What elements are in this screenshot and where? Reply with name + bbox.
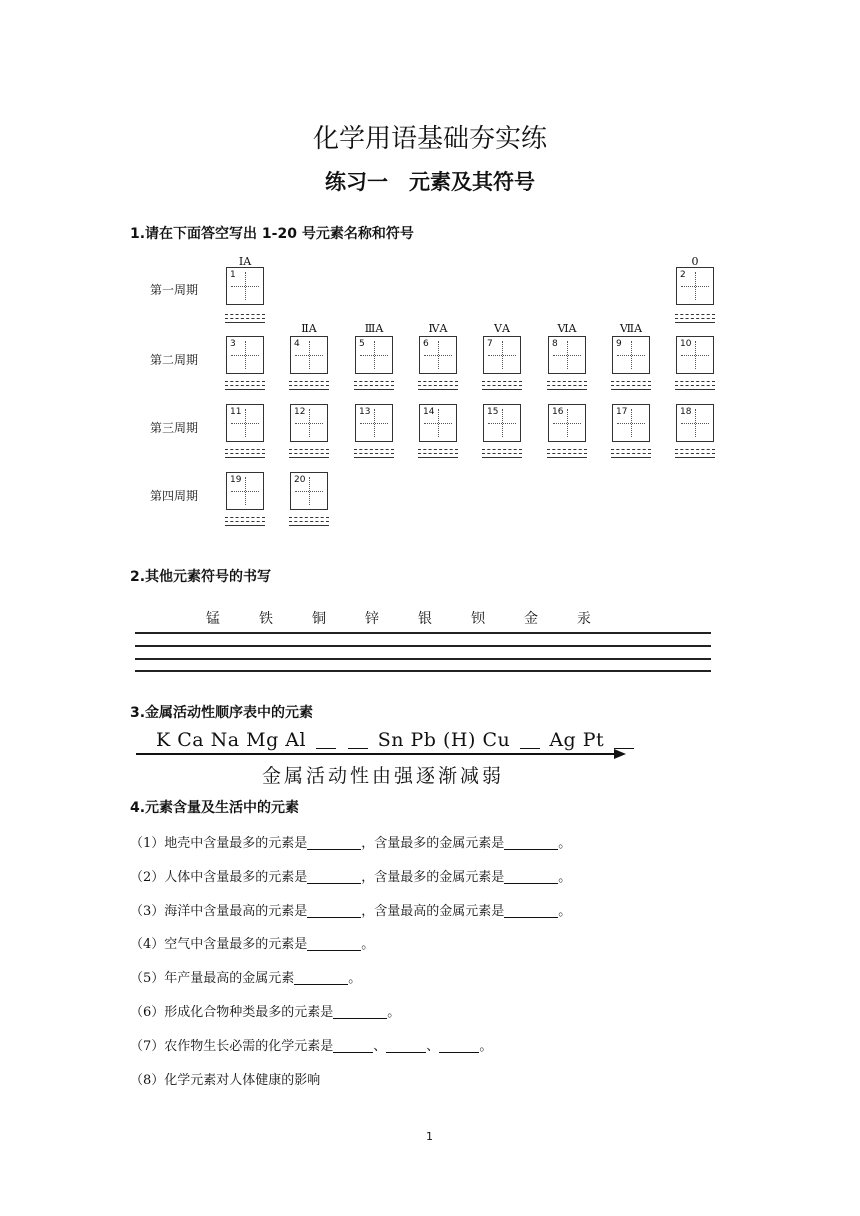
element-name-ba: 钡 bbox=[471, 611, 485, 627]
answer-lines-5[interactable] bbox=[354, 381, 394, 393]
element-cell-6[interactable]: 6 bbox=[419, 336, 457, 374]
answer-blank[interactable] bbox=[294, 984, 348, 985]
section4-heading: 4.元素含量及生活中的元素 bbox=[130, 800, 300, 816]
answer-lines-19[interactable] bbox=[225, 517, 265, 529]
answer-blank[interactable] bbox=[333, 1018, 387, 1019]
element-cell-8[interactable]: 8 bbox=[548, 336, 586, 374]
section2-heading: 2.其他元素符号的书写 bbox=[130, 569, 272, 585]
element-name-zn: 锌 bbox=[365, 611, 379, 627]
group-label-6a: ⅥA bbox=[557, 322, 577, 335]
element-cell-15[interactable]: 15 bbox=[483, 404, 521, 442]
arrow-caption: 金属活动性由强逐渐减弱 bbox=[262, 765, 505, 787]
period-label-3: 第三周期 bbox=[150, 421, 199, 435]
answer-lines-6[interactable] bbox=[418, 381, 458, 393]
answer-lines-10[interactable] bbox=[675, 381, 715, 393]
question-7: （7）农作物生长必需的化学元素是 、 、 。 bbox=[130, 1039, 493, 1054]
element-name-hg: 汞 bbox=[577, 611, 591, 627]
answer-lines-1[interactable] bbox=[225, 314, 265, 326]
question-6: （6）形成化合物种类最多的元素是 。 bbox=[130, 1005, 401, 1020]
answer-blank[interactable] bbox=[386, 1052, 426, 1053]
series-part1: K Ca Na Mg Al bbox=[156, 729, 307, 751]
series-part2: Sn Pb (H) Cu bbox=[377, 729, 511, 751]
answer-blank[interactable] bbox=[504, 883, 558, 884]
answer-lines-12[interactable] bbox=[289, 449, 329, 461]
question-5: （5）年产量最高的金属元素 。 bbox=[130, 971, 362, 986]
answer-lines-17[interactable] bbox=[611, 449, 651, 461]
element-cell-5[interactable]: 5 bbox=[355, 336, 393, 374]
element-cell-13[interactable]: 13 bbox=[355, 404, 393, 442]
answer-blank[interactable] bbox=[439, 1052, 479, 1053]
answer-lines-4[interactable] bbox=[289, 381, 329, 393]
element-name-cu: 铜 bbox=[312, 611, 326, 627]
element-cell-17[interactable]: 17 bbox=[612, 404, 650, 442]
section3-heading: 3.金属活动性顺序表中的元素 bbox=[130, 705, 314, 721]
page-title: 化学用语基础夯实练 bbox=[312, 124, 547, 154]
answer-lines-2[interactable] bbox=[675, 314, 715, 326]
answer-lines-16[interactable] bbox=[547, 449, 587, 461]
answer-blank[interactable] bbox=[307, 950, 361, 951]
answer-lines-11[interactable] bbox=[225, 449, 265, 461]
group-label-4a: ⅣA bbox=[428, 322, 448, 335]
writing-lines[interactable] bbox=[135, 632, 711, 672]
answer-blank[interactable] bbox=[307, 917, 361, 918]
answer-lines-9[interactable] bbox=[611, 381, 651, 393]
element-cell-18[interactable]: 18 bbox=[676, 404, 714, 442]
element-name-fe: 铁 bbox=[259, 611, 273, 627]
element-cell-10[interactable]: 10 bbox=[676, 336, 714, 374]
period-label-2: 第二周期 bbox=[150, 353, 199, 367]
group-label-1a: ⅠA bbox=[238, 255, 252, 268]
element-cell-1[interactable]: 1 bbox=[226, 267, 264, 305]
element-cell-20[interactable]: 20 bbox=[290, 472, 328, 510]
group-label-2a: ⅡA bbox=[301, 322, 317, 335]
answer-lines-18[interactable] bbox=[675, 449, 715, 461]
group-label-7a: ⅦA bbox=[619, 322, 643, 335]
group-label-3a: ⅢA bbox=[364, 322, 384, 335]
series-part3: Ag Pt bbox=[549, 729, 605, 751]
question-8: （8）化学元素对人体健康的影响 bbox=[130, 1073, 321, 1088]
answer-blank[interactable] bbox=[504, 849, 558, 850]
answer-lines-15[interactable] bbox=[482, 449, 522, 461]
element-cell-9[interactable]: 9 bbox=[612, 336, 650, 374]
element-name-mn: 锰 bbox=[206, 611, 220, 627]
group-label-0: 0 bbox=[691, 255, 699, 268]
element-cell-12[interactable]: 12 bbox=[290, 404, 328, 442]
question-2: （2）人体中含量最多的元素是 ，含量最多的金属元素是 。 bbox=[130, 870, 572, 885]
activity-arrow bbox=[136, 748, 626, 760]
answer-lines-8[interactable] bbox=[547, 381, 587, 393]
element-cell-4[interactable]: 4 bbox=[290, 336, 328, 374]
section1-heading: 1.请在下面答空写出 1-20 号元素名称和符号 bbox=[130, 226, 414, 242]
group-label-5a: ⅤA bbox=[494, 322, 510, 335]
answer-blank[interactable] bbox=[504, 917, 558, 918]
element-name-ag: 银 bbox=[418, 611, 432, 627]
element-cell-14[interactable]: 14 bbox=[419, 404, 457, 442]
element-name-au: 金 bbox=[524, 611, 538, 627]
question-4: （4）空气中含量最多的元素是 。 bbox=[130, 937, 375, 952]
element-cell-11[interactable]: 11 bbox=[226, 404, 264, 442]
answer-lines-13[interactable] bbox=[354, 449, 394, 461]
element-cell-3[interactable]: 3 bbox=[226, 336, 264, 374]
period-label-1: 第一周期 bbox=[150, 283, 199, 297]
element-cell-2[interactable]: 2 bbox=[676, 267, 714, 305]
answer-blank[interactable] bbox=[307, 883, 361, 884]
exercise-subtitle: 练习一 元素及其符号 bbox=[325, 170, 535, 194]
answer-lines-14[interactable] bbox=[418, 449, 458, 461]
element-cell-7[interactable]: 7 bbox=[483, 336, 521, 374]
element-cell-19[interactable]: 19 bbox=[226, 472, 264, 510]
element-cell-16[interactable]: 16 bbox=[548, 404, 586, 442]
question-1: （1）地壳中含量最多的元素是 ，含量最多的金属元素是 。 bbox=[130, 836, 572, 851]
question-3: （3）海洋中含量最高的元素是 ，含量最高的金属元素是 。 bbox=[130, 904, 572, 919]
page-number: 1 bbox=[426, 1130, 433, 1143]
answer-lines-3[interactable] bbox=[225, 381, 265, 393]
answer-lines-7[interactable] bbox=[482, 381, 522, 393]
answer-blank[interactable] bbox=[333, 1052, 373, 1053]
answer-lines-20[interactable] bbox=[289, 517, 329, 529]
answer-blank[interactable] bbox=[307, 849, 361, 850]
period-label-4: 第四周期 bbox=[150, 489, 199, 503]
